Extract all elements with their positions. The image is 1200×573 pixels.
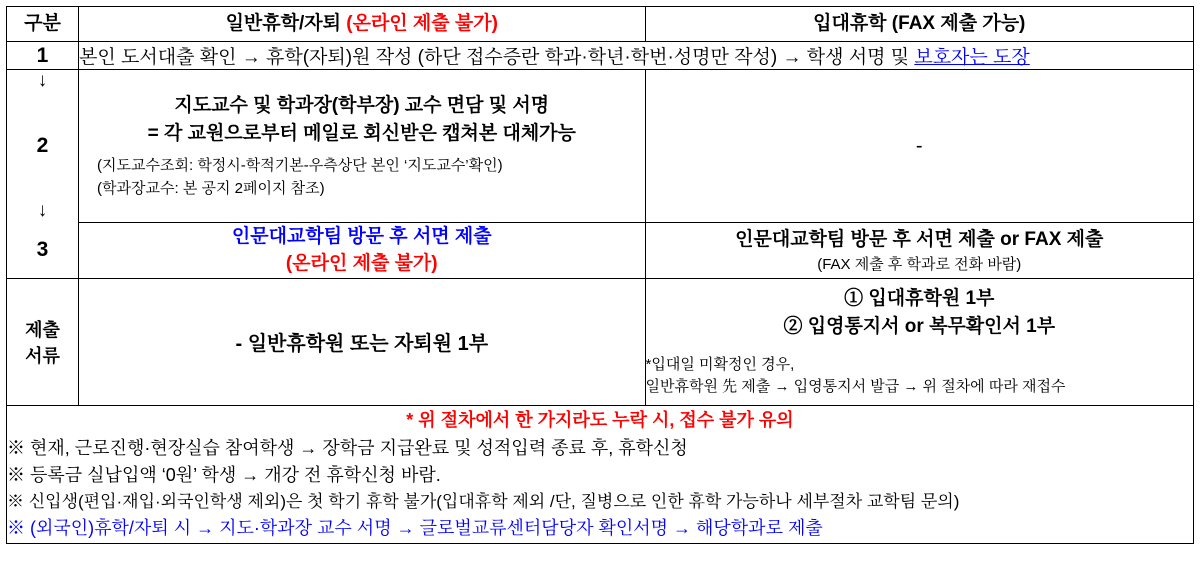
step2-general-line1: 지도교수 및 학과장(학부장) 교수 면담 및 서명: [174, 95, 550, 116]
procedure-table: [6, 6, 1194, 544]
header-cell-general: [79, 7, 645, 42]
arrow-1-2: ↓: [7, 70, 79, 93]
documents-label-line2: 서류: [25, 345, 60, 366]
header-cell-category: 구분: [7, 7, 79, 42]
document-page: [0, 6, 1200, 573]
table-row-step1: [7, 42, 1194, 70]
step1-content: [79, 42, 1194, 70]
table-row-documents: [7, 278, 1194, 405]
step3-military-line2: (FAX 제출 후 학과로 전화 바람): [817, 256, 1022, 274]
step1-highlight: 보호자는 도장: [914, 47, 1030, 68]
step3-military-content: [645, 222, 1193, 278]
arrow-2-spacer-general: [79, 200, 645, 222]
table-row-arrow-1: [7, 70, 1194, 93]
step2-general-note1: (지도교수조회: 학정시-학적기본-우측상단 본인 ‘지도교수’확인): [97, 157, 503, 175]
documents-label: [7, 278, 79, 405]
step3-general-content: [79, 222, 645, 278]
header-cell-military: 입대휴학 (FAX 제출 가능): [645, 7, 1193, 42]
table-row-arrow-2: [7, 200, 1194, 222]
step2-general-content: [79, 92, 645, 200]
documents-general-content: - 일반휴학원 또는 자퇴원 1부: [79, 278, 645, 405]
step2-general-line2: = 각 교원으로부터 메일로 회신받은 캡쳐본 대체가능: [147, 122, 576, 144]
documents-military-note1: *입대일 미확정인 경우,: [645, 356, 795, 374]
footer-note-2: ※ 등록금 실납입액 ‘0원’ 학생 → 개강 전 휴학신청 바람.: [7, 465, 441, 486]
arrow-2-3: ↓: [7, 200, 79, 222]
footer-note-3: ※ 신입생(편입·재입·외국인학생 제외)은 첫 학기 휴학 불가(입대휴학 제외 /단, 질병으로 인한 휴학 가능하나 세부절차 교학팀 문의): [7, 492, 960, 512]
step2-military-content: -: [645, 92, 1193, 200]
step3-general-line1: 인문대교학팀 방문 후 서면 제출: [231, 225, 492, 247]
documents-label-line1: 제출: [25, 319, 60, 340]
footer-warning: * 위 절차에서 한 가지라도 누락 시, 접수 불가 유의: [406, 409, 794, 430]
step3-military-line1: 인문대교학팀 방문 후 서면 제출 or FAX 제출: [735, 228, 1104, 250]
header-general-main: 일반휴학/자퇴: [225, 13, 341, 34]
step1-text: 본인 도서대출 확인 → 휴학(자퇴)원 작성 (하단 접수증란 학과·학년·학번·성명만 작성) → 학생 서명 및: [79, 47, 915, 68]
step2-general-note2: (학과장교수: 본 공지 2페이지 참조): [97, 179, 325, 197]
arrow-1-spacer-military: [645, 70, 1193, 93]
arrow-1-spacer-general: [79, 70, 645, 93]
table-row-step2: [7, 92, 1194, 200]
step3-general-line2: (온라인 제출 불가): [285, 253, 438, 275]
documents-military-item2: ② 입영통지서 or 복무확인서 1부: [783, 315, 1056, 337]
documents-military-note2: 일반휴학원 先 제출 → 입영통지서 발급 → 위 절차에 따라 재접수: [645, 378, 1066, 396]
step2-label: 2: [7, 92, 79, 200]
footer-note-1: ※ 현재, 근로진행·현장실습 참여학생 → 장학금 지급완료 및 성적입력 종료 후, 휴학신청: [7, 437, 688, 458]
table-row-footer: [7, 405, 1194, 543]
footer-content: [7, 405, 1194, 543]
arrow-2-spacer-military: [645, 200, 1193, 222]
table-row-step3: [7, 222, 1194, 278]
header-general-note: (온라인 제출 불가): [346, 13, 498, 34]
step1-label: 1: [7, 42, 79, 70]
step3-label: 3: [7, 222, 79, 278]
footer-note-4: ※ (외국인)휴학/자퇴 시 → 지도·학과장 교수 서명 → 글로벌교류센터담당자 확인서명 → 해당학과로 제출: [7, 518, 823, 539]
table-header-row: [7, 7, 1194, 42]
documents-military-content: [645, 278, 1193, 405]
documents-military-item1: ① 입대휴학원 1부: [844, 288, 995, 310]
